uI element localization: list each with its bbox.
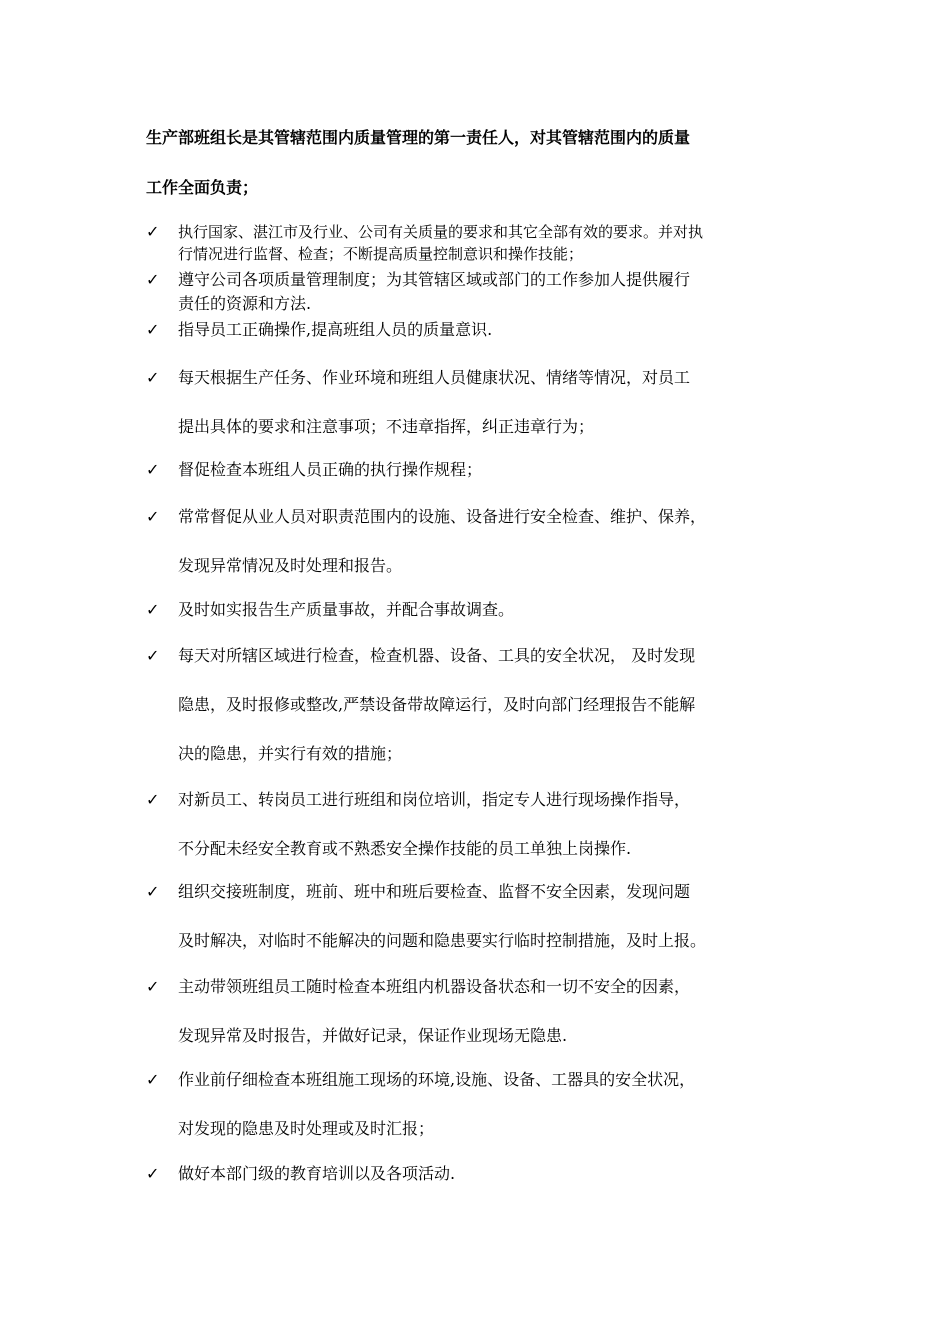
list-item-text: 对发现的隐患及时处理或及时汇报； [178, 1119, 435, 1138]
checkmark-icon: ✓ [146, 320, 160, 339]
list-item-text: 做好本部门级的教育培训以及各项活动. [178, 1164, 456, 1183]
list-item-text: 不分配未经安全教育或不熟悉安全操作技能的员工单独上岗操作. [178, 839, 632, 858]
list-item-text: 责任的资源和方法. [178, 294, 312, 313]
list-item-text: 指导员工正确操作,提高班组人员的质量意识. [178, 320, 493, 339]
list-item-text: 主动带领班组员工随时检查本班组内机器设备状态和一切不安全的因素， [178, 977, 691, 996]
checkmark-icon: ✓ [146, 222, 160, 241]
list-item-text: 及时如实报告生产质量事故，并配合事故调查。 [178, 600, 515, 619]
list-item-text: 每天对所辖区域进行检查，检查机器、设备、工具的安全状况， 及时发现 [178, 646, 696, 665]
checkmark-icon: ✓ [146, 270, 160, 289]
list-item-text: 作业前仔细检查本班组施工现场的环境,设施、设备、工器具的安全状况， [178, 1070, 696, 1089]
checkmark-icon: ✓ [146, 507, 160, 526]
list-item-text: 遵守公司各项质量管理制度；为其管辖区域或部门的工作参加人提供履行 [178, 270, 691, 289]
list-item-text: 常常督促从业人员对职责范围内的设施、设备进行安全检查、维护、保养， [178, 507, 707, 526]
list-item-text: 对新员工、转岗员工进行班组和岗位培训，指定专人进行现场操作指导， [178, 790, 691, 809]
checkmark-icon: ✓ [146, 368, 160, 387]
list-item-text: 每天根据生产任务、作业环境和班组人员健康状况、情绪等情况，对员工 [178, 368, 691, 387]
list-item-text: 决的隐患，并实行有效的措施； [178, 744, 403, 763]
checkmark-icon: ✓ [146, 790, 160, 809]
checkmark-icon: ✓ [146, 646, 160, 665]
list-item-text: 组织交接班制度，班前、班中和班后要检查、监督不安全因素，发现问题 [178, 882, 691, 901]
checkmark-icon: ✓ [146, 1070, 160, 1089]
list-item-text: 发现异常情况及时处理和报告。 [178, 556, 403, 575]
list-item-text: 隐患，及时报修或整改,严禁设备带故障运行，及时向部门经理报告不能解 [178, 695, 696, 714]
checkmark-icon: ✓ [146, 600, 160, 619]
checkmark-icon: ✓ [146, 1164, 160, 1183]
list-item-text: 行情况进行监督、检查；不断提高质量控制意识和操作技能； [178, 245, 584, 263]
checkmark-icon: ✓ [146, 977, 160, 996]
list-item-text: 提出具体的要求和注意事项；不违章指挥，纠正违章行为； [178, 417, 595, 436]
list-item-text: 督促检查本班组人员正确的执行操作规程； [178, 460, 483, 479]
heading-line-2: 工作全面负责； [146, 178, 259, 197]
heading-line-1: 生产部班组长是其管辖范围内质量管理的第一责任人，对其管辖范围内的质量 [146, 128, 691, 147]
list-item-text: 发现异常及时报告，并做好记录，保证作业现场无隐患. [178, 1026, 568, 1045]
checkmark-icon: ✓ [146, 882, 160, 901]
list-item-text: 执行国家、湛江市及行业、公司有关质量的要求和其它全部有效的要求。并对执 [178, 223, 704, 241]
checkmark-icon: ✓ [146, 460, 160, 479]
list-item-text: 及时解决，对临时不能解决的问题和隐患要实行临时控制措施，及时上报。 [178, 931, 707, 950]
